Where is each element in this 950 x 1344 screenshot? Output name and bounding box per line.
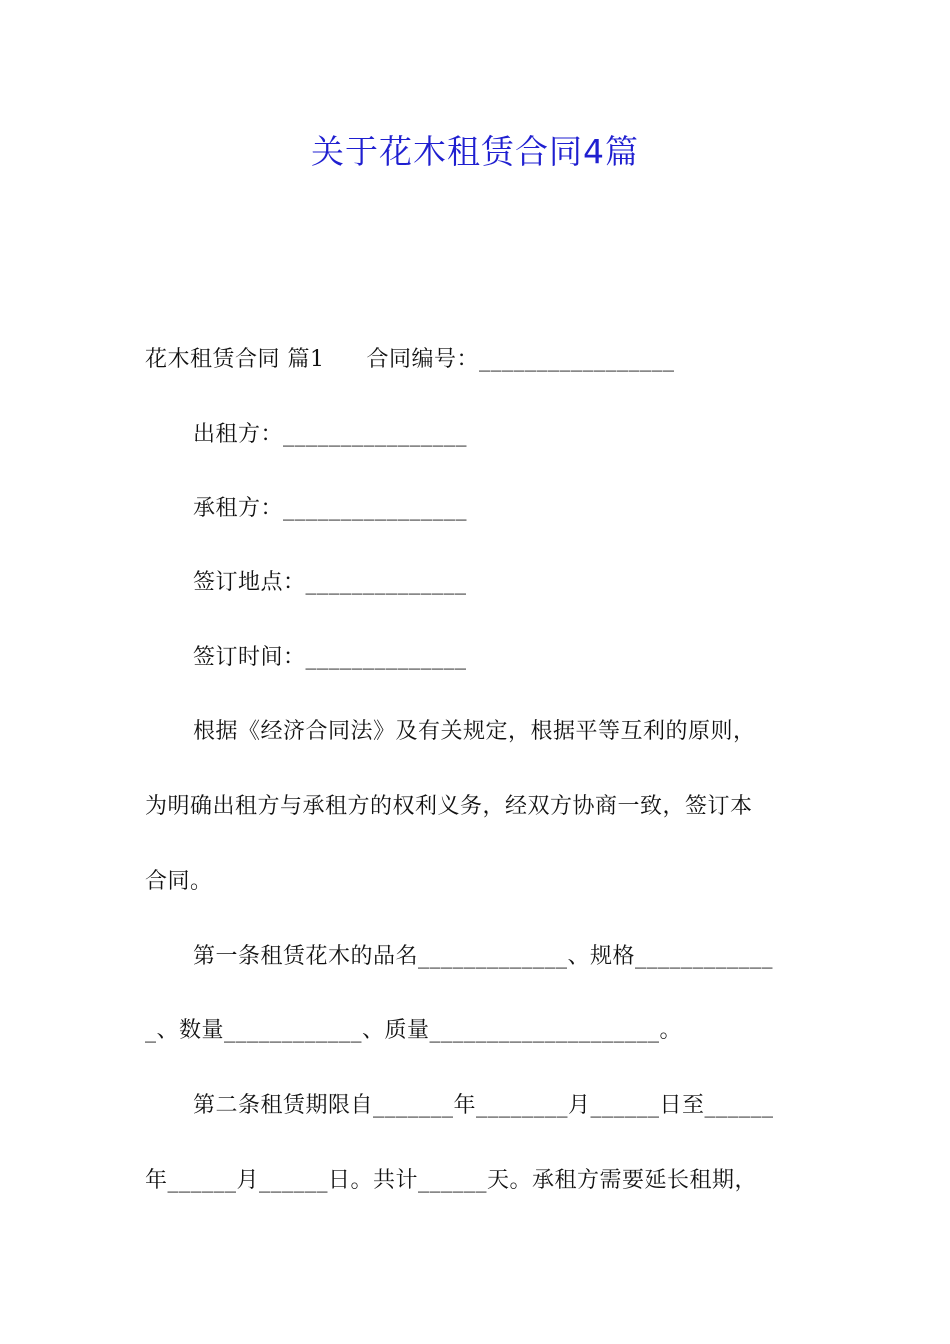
lessor-field: 出租方：________________ bbox=[193, 422, 468, 447]
clause-line: 年______月______日。共计______天。承租方需要延长租期， bbox=[145, 1168, 758, 1193]
clause-line: 第二条租赁期限自_______年________月______日至______ bbox=[193, 1093, 774, 1118]
sign-place-field: 签订地点：______________ bbox=[193, 570, 467, 595]
sign-time-field: 签订时间：______________ bbox=[193, 645, 467, 670]
section-label: 花木租赁合同 篇1 bbox=[145, 347, 325, 372]
contract-number-field: 合同编号：_________________ bbox=[366, 347, 675, 372]
clause-line: 第一条租赁花木的品名_____________、规格____________ bbox=[193, 944, 774, 969]
paragraph-line: 合同。 bbox=[145, 869, 213, 894]
lessee-field: 承租方：________________ bbox=[193, 496, 468, 521]
paragraph-line: 根据《经济合同法》及有关规定，根据平等互利的原则， bbox=[193, 719, 756, 744]
clause-line: _、数量____________、质量____________________。 bbox=[145, 1018, 683, 1043]
paragraph-line: 为明确出租方与承租方的权利义务，经双方协商一致，签订本 bbox=[145, 794, 753, 819]
document-title: 关于花木租赁合同4篇 bbox=[311, 132, 639, 171]
header-line bbox=[145, 342, 675, 378]
